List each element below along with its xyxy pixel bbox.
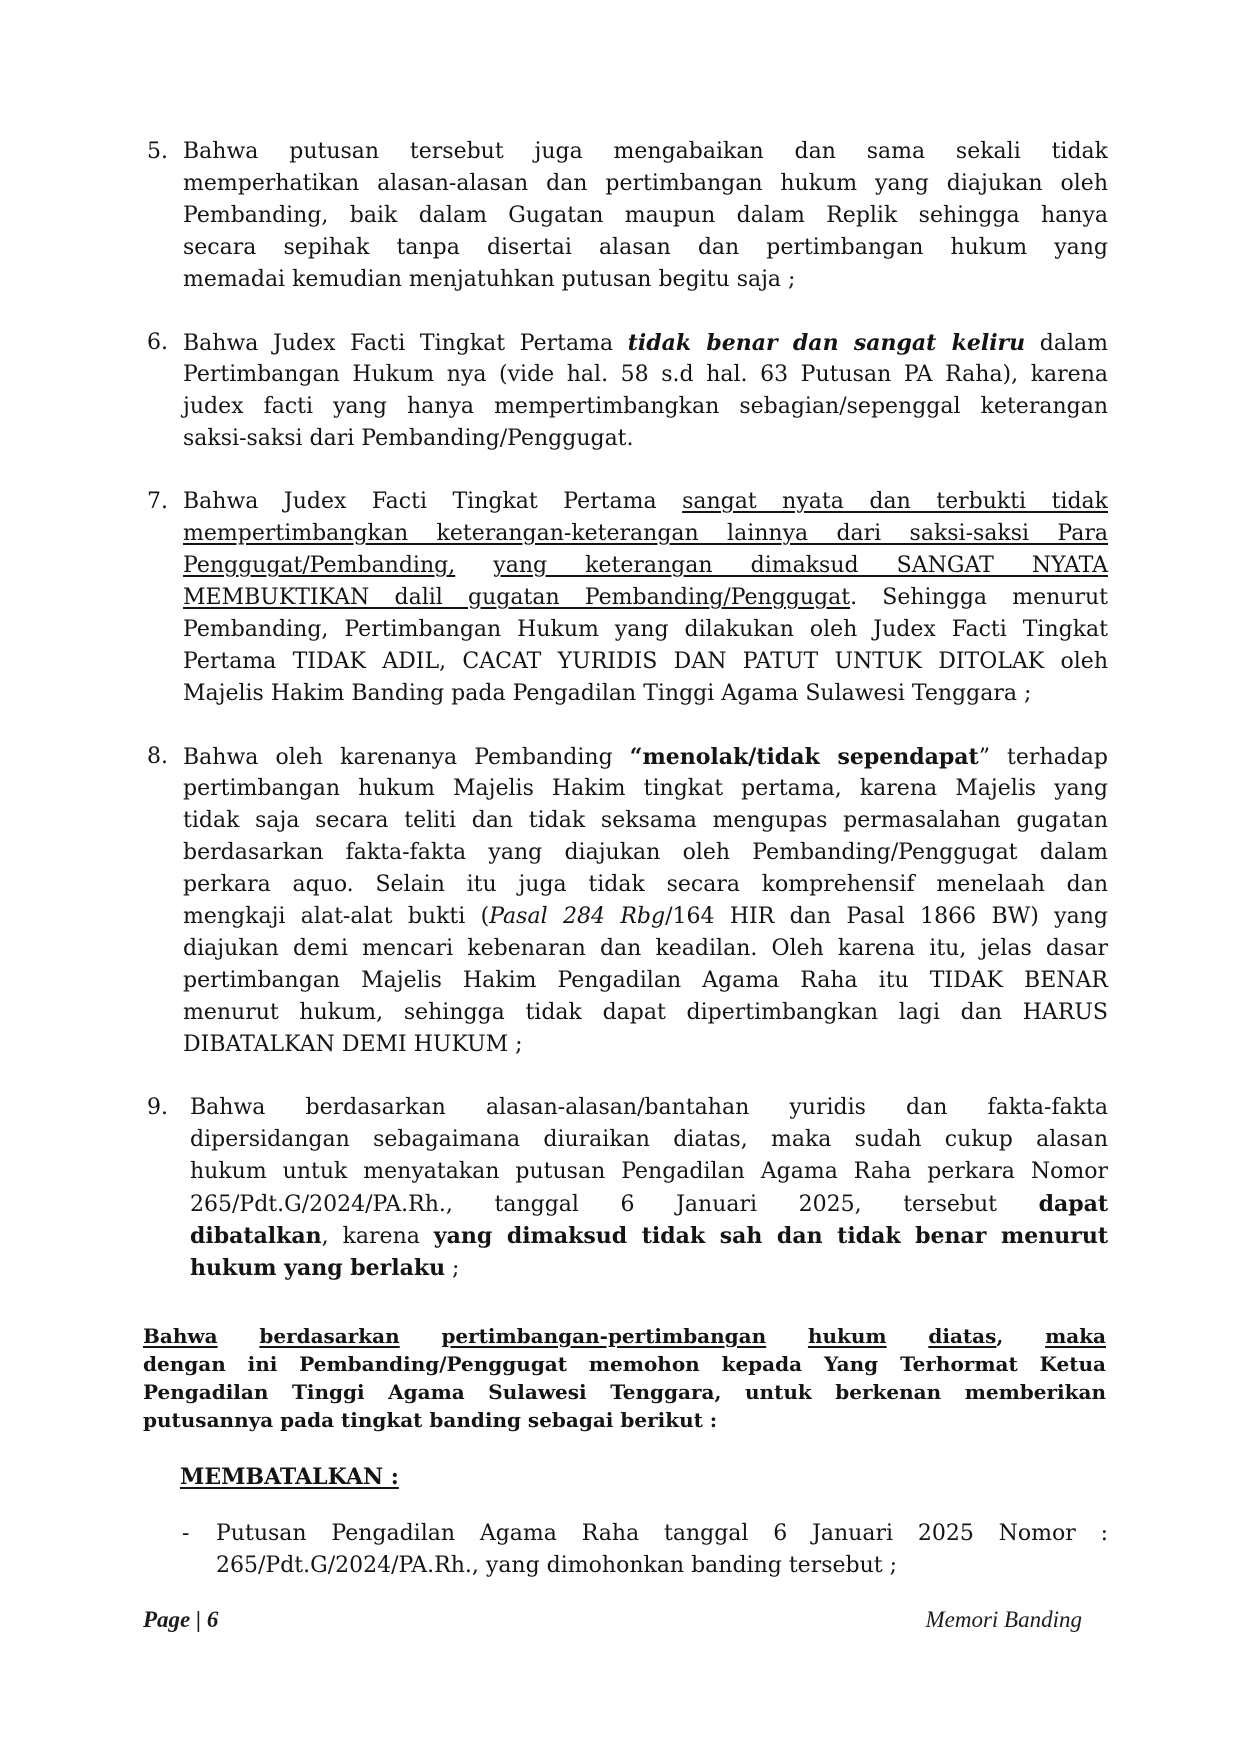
text-line: [183, 614, 1108, 646]
text-line: [183, 869, 1108, 901]
text-segment: Pengadilan Tinggi Agama Sulawesi Tenggara, untuk berkenan memberikan: [143, 1380, 1106, 1404]
text-line: [183, 136, 1108, 168]
text-segment: perkara aquo. Selain itu juga tidak secara komprehensif menelaah dan: [183, 872, 1108, 897]
text-segment: [400, 1324, 442, 1348]
bold-text: “menolak/tidak sependapat: [629, 744, 979, 770]
text-segment: pertimbangan hukum Majelis Hakim tingkat pertama, karena Majelis yang: [183, 776, 1108, 801]
item-number: 8.: [147, 744, 168, 769]
text-line: [190, 1188, 1108, 1220]
text-segment: dengan ini Pembanding/Penggugat memohon kepada Yang Terhormat Ketua: [143, 1352, 1106, 1376]
item-number: 7.: [147, 489, 168, 514]
item-paragraph: [183, 327, 1108, 455]
list-item: [147, 1092, 1108, 1284]
underlined-text: diatas: [928, 1324, 997, 1348]
text-line: [183, 997, 1108, 1029]
underlined-text: sangat nyata dan terbukti tidak: [682, 489, 1108, 514]
text-line: [183, 965, 1108, 997]
underlined-text: MEMBUKTIKAN dalil gugatan Pembanding/Penggugat: [183, 585, 851, 610]
text-segment: ” terhadap: [978, 745, 1109, 770]
list-item: [147, 136, 1108, 296]
text-line: [183, 773, 1108, 805]
bold-text: yang dimaksud tidak sah dan tidak benar menurut: [433, 1223, 1108, 1249]
petition-text: [216, 1518, 1108, 1582]
text-segment: saksi-saksi dari Pembanding/Penggugat.: [183, 426, 634, 451]
text-segment: Pertimbangan Hukum nya (vide hal. 58 s.d hal. 63 Putusan PA Raha), karena: [183, 362, 1108, 387]
text-line: [190, 1156, 1108, 1188]
text-line: [183, 678, 1108, 710]
underlined-text: pertimbangan-pertimbangan: [441, 1324, 767, 1348]
text-segment: 265/Pdt.G/2024/PA.Rh., yang dimohonkan banding tersebut ;: [216, 1553, 898, 1578]
bold-text: dapat: [1038, 1191, 1108, 1217]
text-segment: DIBATALKAN DEMI HUKUM ;: [183, 1032, 523, 1057]
underlined-text: maka: [1045, 1324, 1107, 1348]
text-line: [183, 391, 1108, 423]
underlined-text: yang keterangan dimaksud SANGAT NYATA: [493, 553, 1108, 578]
underlined-text: mempertimbangkan keterangan-keterangan lainnya dari saksi-saksi Para: [183, 521, 1108, 546]
text-line: [143, 1378, 1106, 1406]
text-line: [183, 741, 1108, 773]
text-segment: Bahwa oleh karenanya Pembanding: [183, 745, 630, 770]
item-number: 6.: [147, 330, 168, 355]
text-segment: pertimbangan Majelis Hakim Pengadilan Agama Raha itu TIDAK BENAR: [183, 968, 1108, 993]
text-line: [183, 1029, 1108, 1061]
page-footer: [143, 1606, 1082, 1634]
text-line: [190, 1124, 1108, 1156]
bold-italic-text: tidak benar dan sangat keliru: [627, 330, 1026, 356]
underlined-text: Bahwa: [143, 1324, 218, 1348]
section-heading-membatalkan: MEMBATALKAN :: [180, 1464, 399, 1490]
text-line: [183, 518, 1108, 550]
item-paragraph: [183, 136, 1108, 296]
text-segment: [887, 1324, 929, 1348]
document-title: Memori Banding: [925, 1607, 1082, 1632]
item-number: 5.: [147, 139, 168, 164]
list-item: [147, 741, 1108, 1061]
list-item: [147, 486, 1108, 710]
text-line: [183, 327, 1108, 359]
text-line: [183, 423, 1108, 455]
text-segment: Bahwa berdasarkan alasan-alasan/bantahan yuridis dan fakta-fakta: [190, 1095, 1108, 1120]
text-segment: ;: [445, 1256, 460, 1281]
text-line: [143, 1350, 1106, 1378]
text-segment: dipersidangan sebagaimana diuraikan diatas, maka sudah cukup alasan: [190, 1127, 1108, 1152]
text-line: [183, 550, 1108, 582]
text-line: [183, 901, 1108, 933]
text-segment: . Sehingga menurut: [850, 585, 1108, 610]
text-segment: Majelis Hakim Banding pada Pengadilan Tinggi Agama Sulawesi Tenggara ;: [183, 681, 1032, 706]
text-segment: /164 HIR dan Pasal 1866 BW) yang: [665, 904, 1108, 929]
text-segment: diajukan demi mencari kebenaran dan keadilan. Oleh karena itu, jelas dasar: [183, 936, 1108, 961]
text-segment: hukum untuk menyatakan putusan Pengadilan Agama Raha perkara Nomor: [190, 1159, 1108, 1184]
text-segment: Pertama TIDAK ADIL, CACAT YURIDIS DAN PATUT UNTUK DITOLAK oleh: [183, 649, 1108, 674]
text-segment: [766, 1324, 808, 1348]
text-line: [183, 582, 1108, 614]
item-paragraph: [183, 486, 1108, 710]
item-paragraph: [183, 741, 1108, 1061]
text-segment: Putusan Pengadilan Agama Raha tanggal 6 Januari 2025 Nomor :: [216, 1521, 1108, 1546]
list-item: [147, 327, 1108, 455]
text-line: [190, 1220, 1108, 1252]
text-line: [183, 200, 1108, 232]
bold-text: dibatalkan: [190, 1223, 322, 1249]
bullet-dash-icon: -: [182, 1521, 190, 1546]
text-line: [216, 1518, 1108, 1550]
text-line: [183, 264, 1108, 296]
text-segment: [218, 1324, 260, 1348]
petition-list: [182, 1518, 1108, 1582]
text-line: [183, 646, 1108, 678]
underlined-text: berdasarkan: [259, 1324, 400, 1348]
text-segment: Bahwa Judex Facti Tingkat Pertama: [183, 331, 628, 356]
text-line: [183, 486, 1108, 518]
text-segment: berdasarkan fakta-fakta yang diajukan oleh Pembanding/Penggugat dalam: [183, 840, 1108, 865]
text-line: [190, 1092, 1108, 1124]
text-segment: memadai kemudian menjatuhkan putusan begitu saja ;: [183, 267, 796, 292]
text-segment: menurut hukum, sehingga tidak dapat dipertimbangkan lagi dan HARUS: [183, 1000, 1108, 1025]
page-content: [143, 136, 1108, 1582]
underlined-text: hukum: [807, 1324, 887, 1348]
text-segment: ,: [996, 1324, 1046, 1348]
text-line: [183, 805, 1108, 837]
text-segment: Pembanding, baik dalam Gugatan maupun dalam Replik sehingga hanya: [183, 203, 1108, 228]
text-line: [190, 1252, 1108, 1284]
text-segment: secara sepihak tanpa disertai alasan dan pertimbangan hukum yang: [183, 235, 1108, 260]
text-line: [183, 933, 1108, 965]
text-segment: putusannya pada tingkat banding sebagai berikut :: [143, 1408, 718, 1432]
text-segment: dalam: [1025, 331, 1108, 356]
text-line: [216, 1550, 1108, 1582]
text-line: [143, 1406, 1106, 1434]
petition-item: [182, 1518, 1108, 1582]
text-segment: tidak saja secara teliti dan tidak seksama mengupas permasalahan gugatan: [183, 808, 1108, 833]
text-line: [183, 359, 1108, 391]
text-line: [143, 1322, 1106, 1350]
italic-text: Pasal 284 Rbg: [489, 904, 666, 929]
item-paragraph: [190, 1092, 1108, 1284]
text-segment: judex facti yang hanya mempertimbangkan sebagian/sepenggal keterangan: [183, 394, 1108, 419]
underlined-text: Penggugat/Pembanding,: [183, 553, 456, 578]
bold-text: hukum yang berlaku: [190, 1255, 446, 1281]
text-segment: Bahwa Judex Facti Tingkat Pertama: [183, 489, 683, 514]
text-segment: mengkaji alat-alat bukti (: [183, 904, 490, 929]
text-segment: [455, 553, 493, 578]
numbered-argument-list: [147, 136, 1108, 1284]
page-number: Page | 6: [143, 1607, 219, 1632]
text-line: [183, 837, 1108, 869]
conclusion-paragraph: [143, 1322, 1106, 1434]
text-segment: Bahwa putusan tersebut juga mengabaikan dan sama sekali tidak: [183, 139, 1108, 164]
text-line: [183, 232, 1108, 264]
text-segment: Pembanding, Pertimbangan Hukum yang dilakukan oleh Judex Facti Tingkat: [183, 617, 1108, 642]
item-number: 9.: [147, 1095, 168, 1120]
text-segment: 265/Pdt.G/2024/PA.Rh., tanggal 6 Januari 2025, tersebut: [190, 1192, 1039, 1217]
text-line: [183, 168, 1108, 200]
text-segment: , karena: [321, 1224, 434, 1249]
text-segment: memperhatikan alasan-alasan dan pertimbangan hukum yang diajukan oleh: [183, 171, 1108, 196]
